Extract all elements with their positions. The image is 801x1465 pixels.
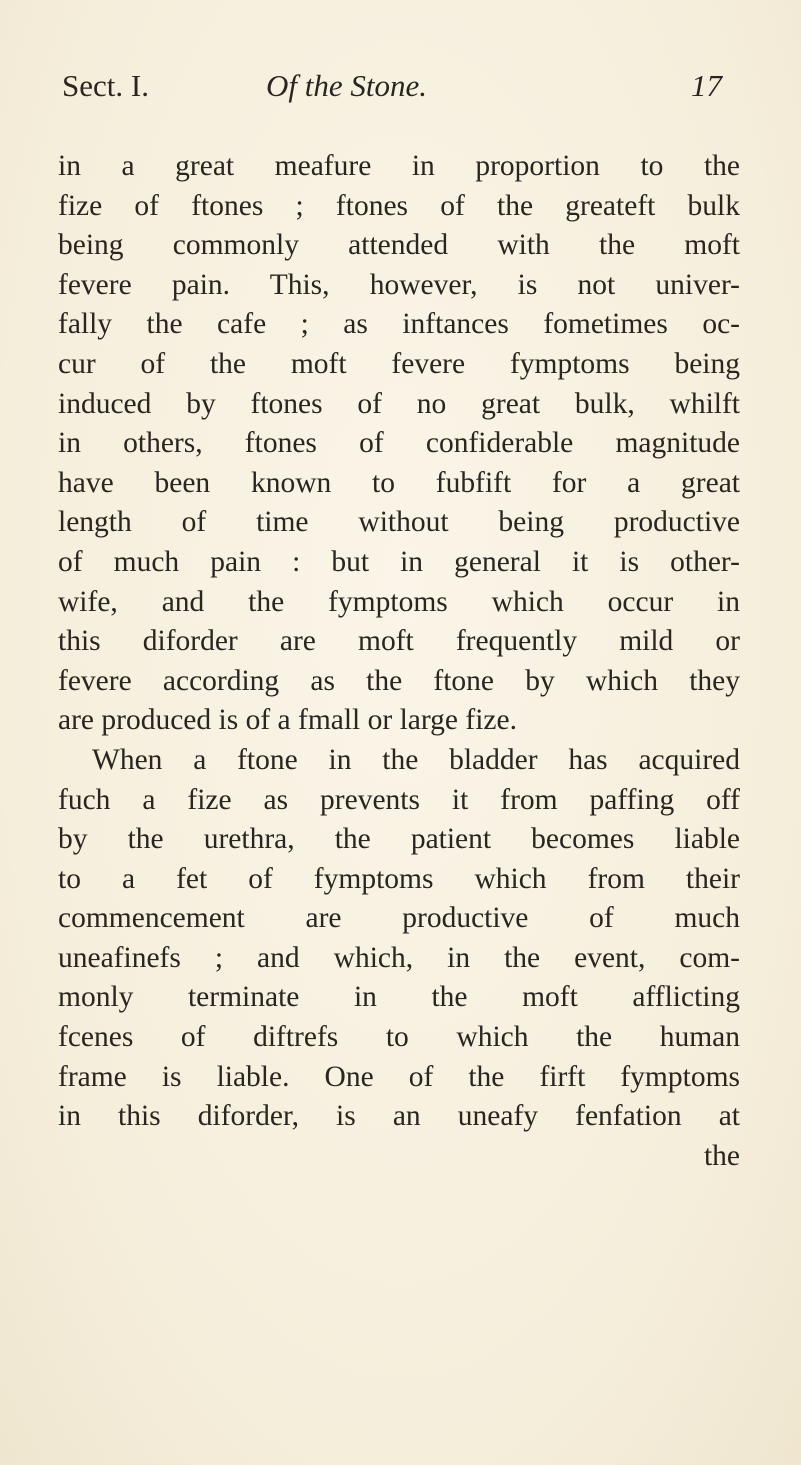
text-line: in others, ftones of confiderable magnitude <box>58 427 740 460</box>
paragraph-start-line: When a ftone in the bladder has acquired <box>92 743 740 776</box>
text-line: in this diforder, is an uneafy fenfation at <box>58 1100 740 1133</box>
catchword: the <box>703 1139 740 1172</box>
text-line: of much pain : but in general it is other- <box>58 545 740 578</box>
text-line: to a fet of fymptoms which from their <box>58 862 740 895</box>
text-line: fally the cafe ; as inftances fometimes oc- <box>58 308 740 341</box>
text-line: induced by ftones of no great bulk, whilft <box>58 387 740 420</box>
text-line: uneafinefs ; and which, in the event, com- <box>58 941 740 974</box>
section-label: Sect. I. <box>62 68 149 103</box>
text-line: by the urethra, the patient becomes liable <box>58 823 740 856</box>
text-line: fuch a fize as prevents it from paffing off <box>58 783 740 816</box>
text-line: being commonly attended with the moft <box>58 229 740 262</box>
text-line: have been known to fubfift for a great <box>58 466 740 499</box>
text-line: are produced is of a fmall or large fize. <box>58 704 517 737</box>
text-line: frame is liable. One of the firft fymptoms <box>58 1060 740 1093</box>
text-line: commencement are productive of much <box>58 902 740 935</box>
body-text <box>58 147 740 1176</box>
text-line: this diforder are moft frequently mild or <box>58 625 740 658</box>
text-line: cur of the moft fevere fymptoms being <box>58 347 740 380</box>
running-header <box>62 68 722 112</box>
text-line: wife, and the fymptoms which occur in <box>58 585 740 618</box>
text-line: fcenes of diftrefs to which the human <box>58 1021 740 1054</box>
text-line: fize of ftones ; ftones of the greateft bulk <box>58 189 740 222</box>
running-title: Of the Stone. <box>266 68 427 103</box>
text-line: length of time without being productive <box>58 506 740 539</box>
text-line: in a great meafure in proportion to the <box>58 150 740 182</box>
text-line: monly terminate in the moft afflicting <box>58 981 740 1014</box>
text-line: fevere pain. This, however, is not univer- <box>58 268 740 301</box>
text-line: fevere according as the ftone by which they <box>58 664 740 697</box>
page-number: 17 <box>691 68 722 103</box>
